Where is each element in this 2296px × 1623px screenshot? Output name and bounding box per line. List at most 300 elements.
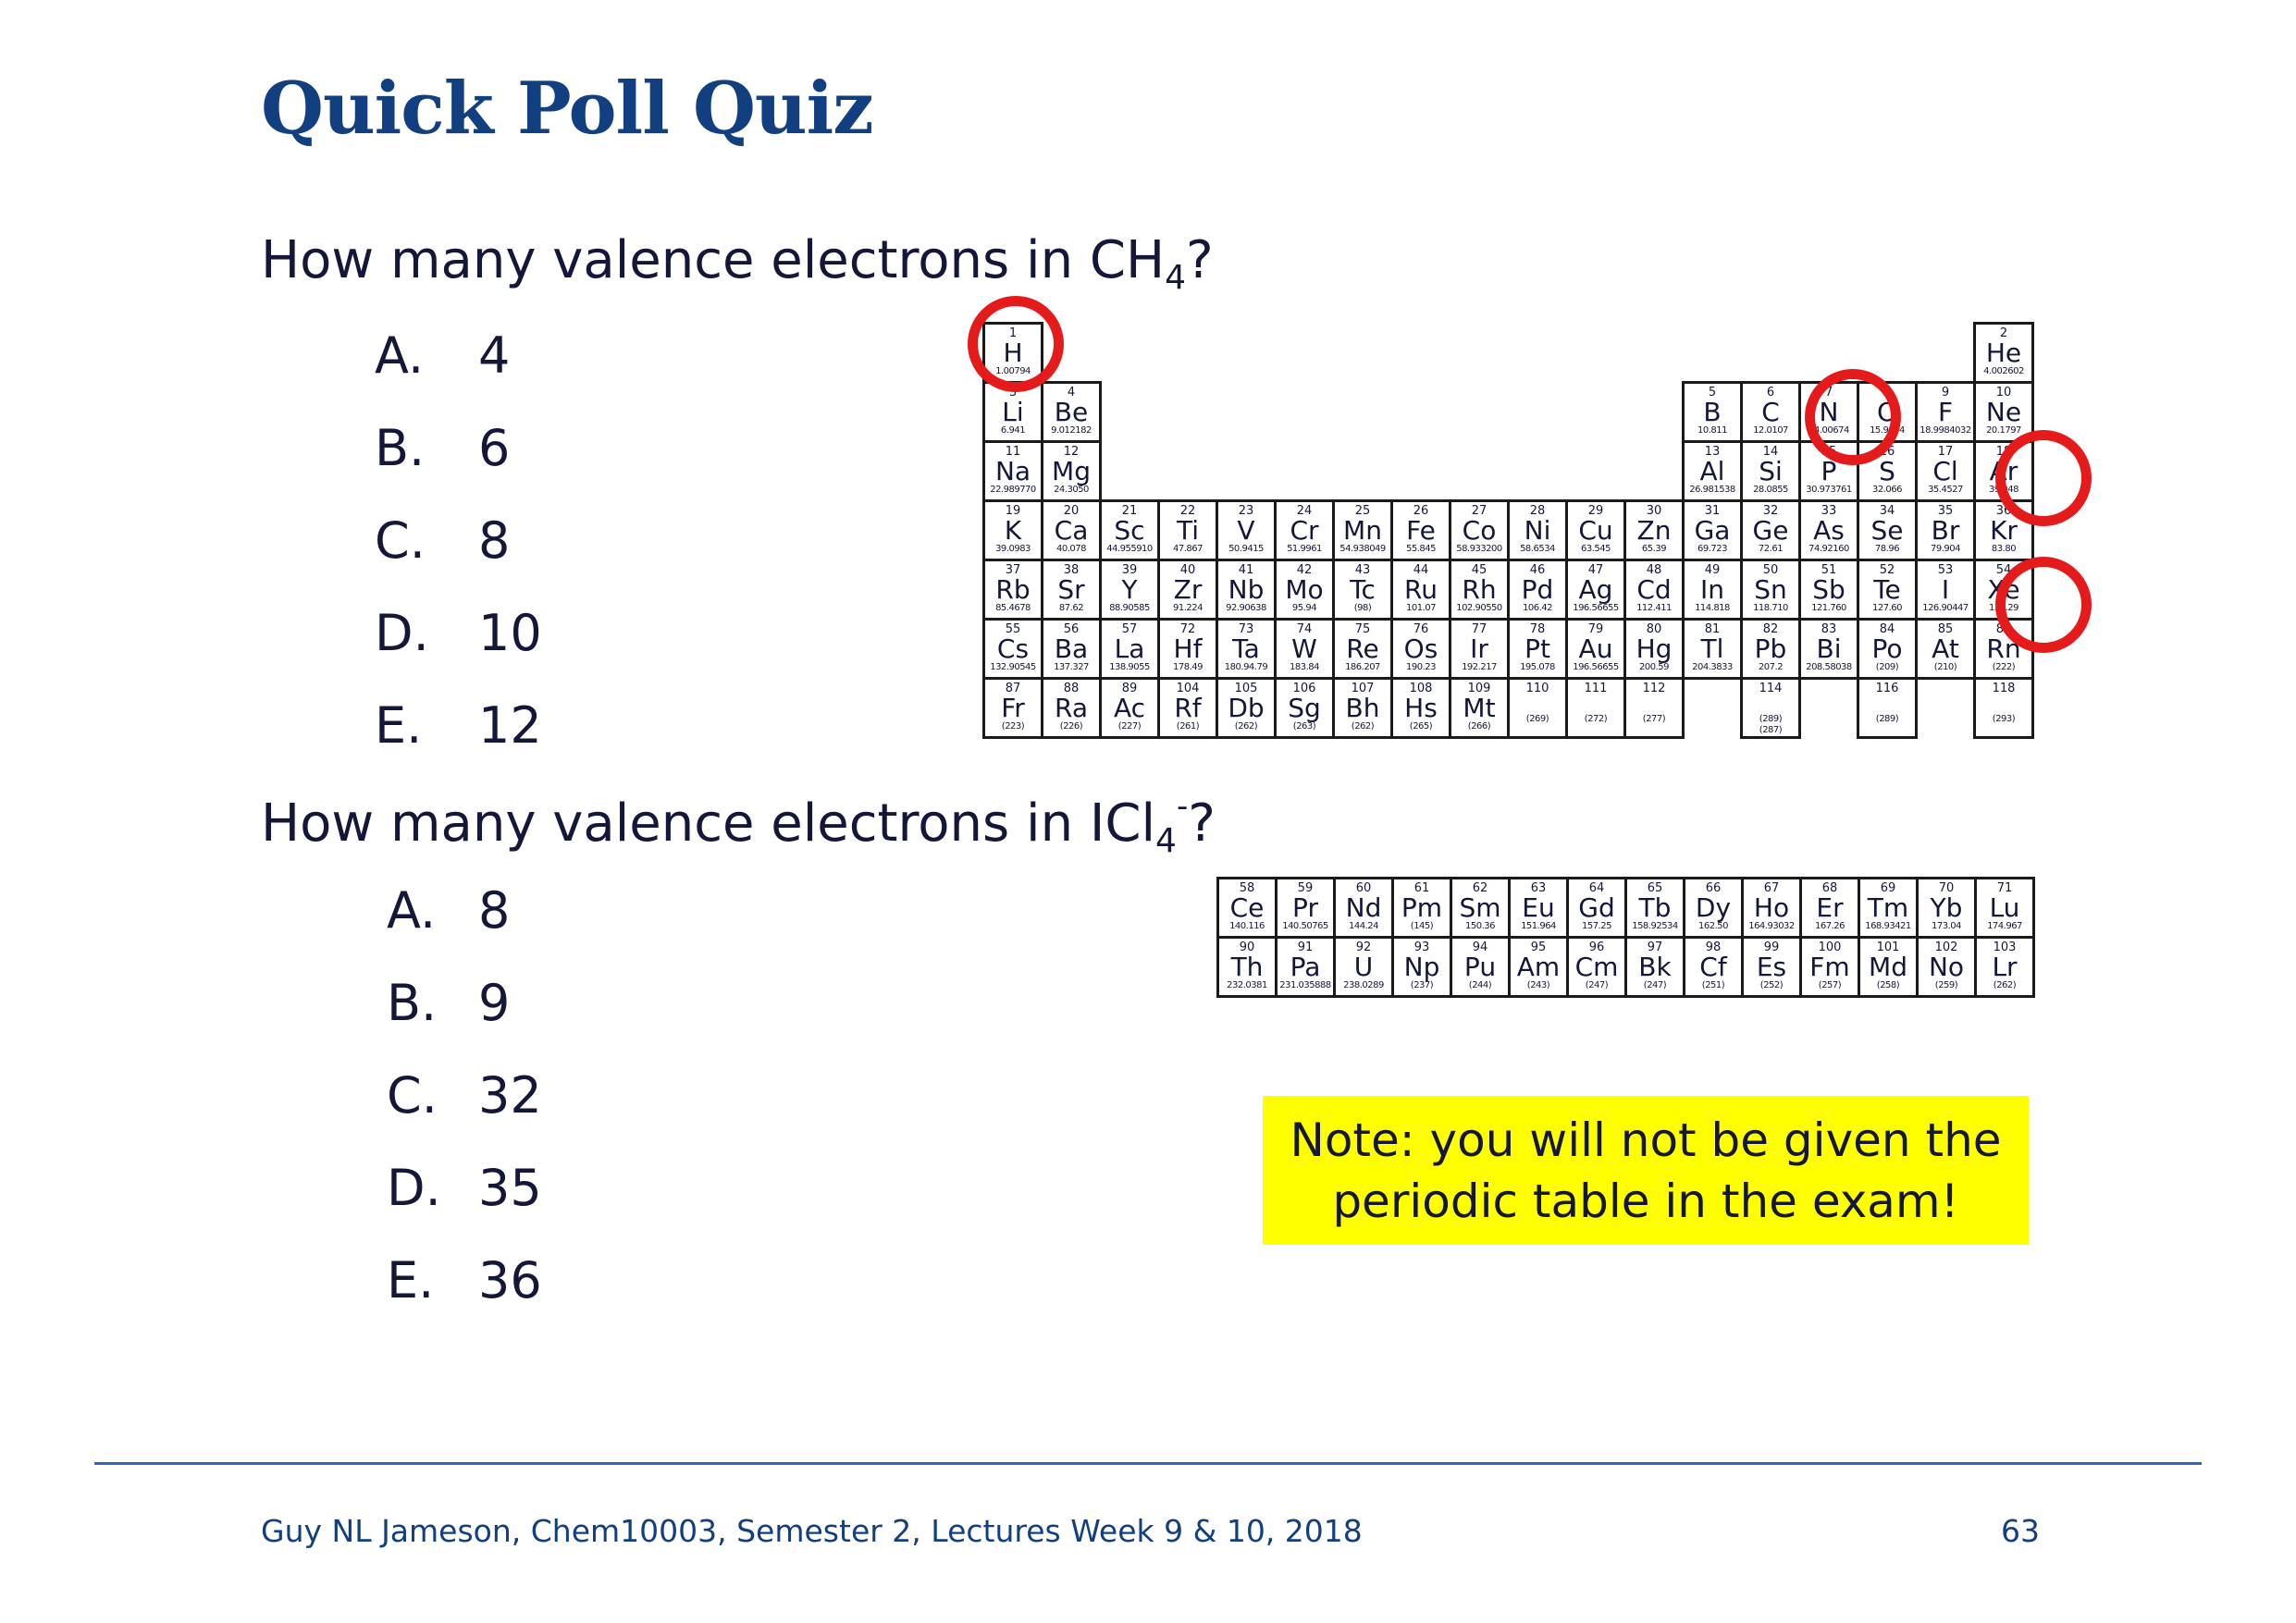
element-symbol: F <box>1937 397 1954 427</box>
empty-cell <box>1217 324 1276 383</box>
atomic-number: 68 <box>1821 881 1838 895</box>
element-cell <box>1217 679 1276 738</box>
atomic-number: 67 <box>1763 881 1780 895</box>
atomic-number: 79 <box>1587 622 1604 636</box>
question-1-end: ? <box>1185 230 1214 290</box>
element-symbol: Sg <box>1288 693 1321 723</box>
question-1-subscript: 4 <box>1165 259 1186 297</box>
option-value: 4 <box>478 326 511 385</box>
empty-cell <box>1742 324 1800 383</box>
atomic-mass: (227) <box>1117 721 1142 732</box>
atomic-mass: 65.39 <box>1641 544 1667 554</box>
element-symbol: Cs <box>996 633 1030 664</box>
element-symbol: Ac <box>1113 693 1146 723</box>
empty-cell <box>1917 679 1975 738</box>
highlight-circle-c <box>1805 369 1901 465</box>
element-symbol: La <box>1114 633 1145 664</box>
atomic-mass: 138.9055 <box>1109 662 1150 672</box>
element-symbol: Na <box>994 456 1031 486</box>
atomic-number: 106 <box>1292 682 1316 695</box>
element-symbol: Lr <box>1992 952 2018 982</box>
atomic-number: 90 <box>1239 941 1255 954</box>
empty-cell <box>1567 383 1625 442</box>
atomic-mass: (266) <box>1467 721 1491 732</box>
question-2-text: How many valence electrons in ICl <box>261 793 1156 854</box>
element-symbol: Ru <box>1404 574 1438 605</box>
atomic-mass: (226) <box>1059 721 1083 732</box>
atomic-number: 11 <box>1005 445 1021 459</box>
element-cell <box>1684 383 1742 442</box>
atomic-mass: 162.50 <box>1698 921 1728 931</box>
atomic-number: 15 <box>1821 445 1837 459</box>
element-cell <box>1218 938 1277 997</box>
element-cell <box>1509 560 1567 620</box>
element-symbol: Tc <box>1350 574 1376 605</box>
option-value: 35 <box>478 1159 542 1217</box>
atomic-mass: (259) <box>1934 980 1958 990</box>
element-symbol: Cd <box>1636 574 1672 605</box>
empty-cell <box>1567 324 1625 383</box>
atomic-number: 3 <box>1008 386 1018 400</box>
empty-cell <box>1101 442 1159 501</box>
atomic-number: 118 <box>1992 682 2016 695</box>
element-cell <box>1159 560 1217 620</box>
atomic-mass: (265) <box>1409 721 1433 732</box>
exam-note: Note: you will not be given the periodic table in the exam! <box>1263 1096 2029 1245</box>
element-symbol: Xe <box>1987 574 2020 605</box>
atomic-mass: 28.0855 <box>1753 485 1788 495</box>
element-cell <box>1509 679 1567 738</box>
element-cell <box>984 501 1043 560</box>
element-cell <box>1917 620 1975 679</box>
option-value: 8 <box>478 511 511 570</box>
element-cell <box>1800 501 1858 560</box>
element-cell <box>1742 383 1800 442</box>
element-cell <box>1742 560 1800 620</box>
empty-cell <box>1392 324 1450 383</box>
atomic-mass: 63.545 <box>1581 544 1611 554</box>
lanthanide-actinide-table <box>1216 877 2035 998</box>
atomic-number: 43 <box>1354 563 1371 577</box>
footer-text: Guy NL Jameson, Chem10003, Semester 2, Lectures Week 9 & 10, 2018 <box>261 1513 1363 1549</box>
atomic-number: 74 <box>1296 622 1313 636</box>
element-symbol: Fm <box>1809 952 1850 982</box>
element-cell <box>984 560 1043 620</box>
element-symbol: In <box>1699 574 1724 605</box>
atomic-number: 1 <box>1008 326 1018 340</box>
atomic-number: 7 <box>1824 386 1833 400</box>
element-symbol: Al <box>1699 456 1725 486</box>
empty-cell <box>1625 383 1684 442</box>
empty-cell <box>1800 679 1858 738</box>
atomic-mass: 207.2 <box>1758 662 1784 672</box>
element-symbol: Pb <box>1754 633 1787 664</box>
atomic-number: 103 <box>1993 941 2017 954</box>
atomic-mass: (262) <box>1234 721 1258 732</box>
element-cell <box>1626 879 1685 938</box>
element-cell <box>984 679 1043 738</box>
atomic-number: 41 <box>1238 563 1254 577</box>
element-symbol: Ho <box>1753 892 1790 923</box>
atomic-number: 45 <box>1471 563 1487 577</box>
atomic-mass: 200.59 <box>1639 662 1669 672</box>
element-cell <box>1685 879 1743 938</box>
element-cell <box>1277 938 1335 997</box>
empty-cell <box>1625 442 1684 501</box>
element-cell <box>1743 879 1801 938</box>
element-symbol: Po <box>1871 633 1903 664</box>
atomic-mass: (222) <box>1992 662 2016 672</box>
option-letter: B. <box>387 974 438 1032</box>
atomic-number: 88 <box>1063 682 1080 695</box>
atomic-number: 44 <box>1413 563 1429 577</box>
atomic-number: 5 <box>1708 386 1717 400</box>
element-cell <box>1684 560 1742 620</box>
atomic-number: 30 <box>1646 504 1662 518</box>
atomic-number: 36 <box>1995 504 2012 518</box>
element-symbol: Bk <box>1638 952 1672 982</box>
element-cell <box>1976 938 2034 997</box>
atomic-number: 9 <box>1941 386 1950 400</box>
element-cell <box>1742 679 1800 738</box>
element-symbol: Rn <box>1986 633 2021 664</box>
atomic-number: 107 <box>1351 682 1375 695</box>
atomic-number: 73 <box>1238 622 1254 636</box>
atomic-number: 54 <box>1995 563 2012 577</box>
atomic-number: 32 <box>1762 504 1779 518</box>
element-cell <box>1510 938 1568 997</box>
empty-cell <box>1334 324 1392 383</box>
empty-cell <box>1509 383 1567 442</box>
element-cell <box>1626 938 1685 997</box>
atomic-number: 94 <box>1472 941 1488 954</box>
element-cell <box>1334 620 1392 679</box>
atomic-mass: 44.955910 <box>1106 544 1153 554</box>
element-cell <box>1567 501 1625 560</box>
element-symbol <box>1859 695 1915 714</box>
atomic-number: 51 <box>1821 563 1837 577</box>
element-cell <box>1858 620 1917 679</box>
atomic-mass: (262) <box>1993 980 2017 990</box>
element-symbol: K <box>1004 515 1022 546</box>
atomic-number: 104 <box>1176 682 1200 695</box>
atomic-mass: (262) <box>1351 721 1375 732</box>
atomic-number: 17 <box>1937 445 1954 459</box>
element-symbol: Gd <box>1578 892 1615 923</box>
element-cell <box>1858 679 1917 738</box>
element-symbol: Mo <box>1285 574 1324 605</box>
element-symbol: Se <box>1870 515 1904 546</box>
element-symbol: P <box>1821 456 1837 486</box>
element-symbol: Ti <box>1176 515 1200 546</box>
element-cell <box>1918 879 1976 938</box>
atomic-number: 69 <box>1880 881 1896 895</box>
element-symbol: Y <box>1121 574 1138 605</box>
element-symbol: Cm <box>1574 952 1619 982</box>
element-cell <box>1742 442 1800 501</box>
element-symbol: V <box>1237 515 1255 546</box>
element-symbol: Np <box>1403 952 1440 982</box>
atomic-mass: 1.00794 <box>995 366 1031 376</box>
empty-cell <box>1450 324 1509 383</box>
atomic-mass: 190.23 <box>1406 662 1436 672</box>
atomic-mass: 180.94.79 <box>1224 662 1268 672</box>
element-symbol: H <box>1003 338 1023 368</box>
atomic-number: 55 <box>1005 622 1021 636</box>
atomic-mass: (252) <box>1759 980 1784 990</box>
highlight-circle-cl <box>1995 430 2092 526</box>
atomic-mass: (209) <box>1875 662 1899 672</box>
atomic-mass: (272) <box>1584 714 1608 724</box>
element-cell <box>1335 938 1393 997</box>
element-cell <box>1684 501 1742 560</box>
atomic-mass: 196.56655 <box>1573 662 1619 672</box>
atomic-number: 91 <box>1297 941 1314 954</box>
element-cell <box>1918 938 1976 997</box>
atomic-mass: 195.078 <box>1520 662 1555 672</box>
atomic-mass: 106.42 <box>1523 603 1552 613</box>
empty-cell <box>1101 383 1159 442</box>
atomic-mass: (289) <box>1875 714 1899 724</box>
element-symbol <box>1743 695 1798 714</box>
atomic-mass: 79.904 <box>1931 544 1960 554</box>
atomic-mass: 114.818 <box>1695 603 1730 613</box>
empty-cell <box>1509 324 1567 383</box>
element-symbol: Lu <box>1989 892 2020 923</box>
option-value: 9 <box>478 974 511 1032</box>
element-cell <box>1858 560 1917 620</box>
atomic-mass: 40.078 <box>1056 544 1086 554</box>
option-letter: C. <box>375 511 426 570</box>
periodic-row <box>984 501 2033 560</box>
atomic-mass: 9.012182 <box>1051 425 1092 436</box>
element-cell <box>1159 620 1217 679</box>
atomic-mass: 132.90545 <box>990 662 1036 672</box>
atomic-mass: 101.07 <box>1406 603 1436 613</box>
atomic-mass: (258) <box>1876 980 1900 990</box>
question-2-charge: - <box>1176 788 1189 825</box>
atomic-number: 14 <box>1762 445 1779 459</box>
atomic-mass: 58.6534 <box>1520 544 1555 554</box>
periodic-row <box>984 679 2033 738</box>
element-cell <box>1043 442 1101 501</box>
element-symbol: Hs <box>1404 693 1438 723</box>
element-symbol: N <box>1819 397 1839 427</box>
atomic-number: 38 <box>1063 563 1080 577</box>
element-symbol: Li <box>1002 397 1024 427</box>
atomic-mass: 78.96 <box>1874 544 1900 554</box>
element-cell <box>1917 560 1975 620</box>
atomic-number: 37 <box>1005 563 1021 577</box>
element-cell <box>1567 560 1625 620</box>
empty-cell <box>1684 679 1742 738</box>
atomic-number: 34 <box>1879 504 1895 518</box>
atomic-number: 83 <box>1821 622 1837 636</box>
atomic-number: 2 <box>1999 326 2008 340</box>
element-symbol: Kr <box>1990 515 2018 546</box>
element-symbol: Pa <box>1290 952 1321 982</box>
element-cell <box>1859 879 1918 938</box>
element-cell <box>1800 560 1858 620</box>
element-cell <box>1393 879 1451 938</box>
element-cell <box>1742 501 1800 560</box>
element-symbol: No <box>1928 952 1965 982</box>
empty-cell <box>1334 442 1392 501</box>
element-symbol: Ta <box>1232 633 1260 664</box>
atomic-number: 78 <box>1529 622 1546 636</box>
element-symbol: Zr <box>1173 574 1203 605</box>
element-cell <box>1335 879 1393 938</box>
element-cell <box>1625 501 1684 560</box>
element-symbol: I <box>1941 574 1950 605</box>
atomic-mass: 192.217 <box>1462 662 1497 672</box>
atomic-number: 105 <box>1234 682 1258 695</box>
atomic-number: 39 <box>1121 563 1138 577</box>
element-symbol: Mt <box>1463 693 1496 723</box>
atomic-mass: 151.964 <box>1521 921 1556 931</box>
element-symbol <box>1510 695 1565 714</box>
element-cell <box>1450 501 1509 560</box>
element-symbol: Ag <box>1578 574 1613 605</box>
atomic-number: 6 <box>1766 386 1775 400</box>
option-letter: D. <box>387 1159 441 1217</box>
atomic-number: 20 <box>1063 504 1080 518</box>
atomic-mass: 118.710 <box>1753 603 1788 613</box>
element-cell <box>1800 620 1858 679</box>
atomic-number: 64 <box>1588 881 1605 895</box>
element-symbol: Cl <box>1932 456 1958 486</box>
element-cell <box>1625 620 1684 679</box>
atomic-mass: 91.224 <box>1173 603 1203 613</box>
element-symbol: Am <box>1516 952 1561 982</box>
atomic-mass: (247) <box>1643 980 1667 990</box>
atomic-mass: 144.24 <box>1349 921 1378 931</box>
element-cell <box>1917 501 1975 560</box>
atomic-number: 98 <box>1705 941 1722 954</box>
element-cell <box>1801 938 1859 997</box>
element-symbol <box>1976 695 2031 714</box>
atomic-mass: 158.92534 <box>1632 921 1678 931</box>
atomic-mass: 58.933200 <box>1456 544 1502 554</box>
atomic-mass: 69.723 <box>1697 544 1727 554</box>
atomic-mass: 208.58038 <box>1806 662 1852 672</box>
element-symbol: Fr <box>1001 693 1025 723</box>
atomic-number: 24 <box>1296 504 1313 518</box>
periodic-row <box>984 560 2033 620</box>
element-cell <box>1334 501 1392 560</box>
element-symbol: Ni <box>1524 515 1551 546</box>
atomic-number: 87 <box>1005 682 1021 695</box>
element-cell <box>1625 560 1684 620</box>
atomic-number: 84 <box>1879 622 1895 636</box>
atomic-mass: 150.36 <box>1465 921 1495 931</box>
atomic-mass: 24.3050 <box>1054 485 1089 495</box>
atomic-number: 75 <box>1354 622 1371 636</box>
atomic-mass: 4.002602 <box>1983 366 2024 376</box>
empty-cell <box>1567 442 1625 501</box>
option-value: 8 <box>478 881 511 940</box>
empty-cell <box>1276 324 1334 383</box>
footer-divider <box>94 1462 2202 1465</box>
element-cell <box>1684 620 1742 679</box>
empty-cell <box>1276 383 1334 442</box>
atomic-number: 108 <box>1409 682 1433 695</box>
atomic-number: 57 <box>1121 622 1138 636</box>
empty-cell <box>1450 442 1509 501</box>
atomic-number: 60 <box>1355 881 1372 895</box>
element-cell <box>1392 679 1450 738</box>
atomic-number: 4 <box>1067 386 1076 400</box>
atomic-number: 12 <box>1063 445 1080 459</box>
element-symbol: Md <box>1869 952 1907 982</box>
option-value: 32 <box>478 1066 542 1125</box>
element-symbol: Pt <box>1524 633 1550 664</box>
element-symbol: Tl <box>1700 633 1724 664</box>
element-symbol: Si <box>1759 456 1783 486</box>
atomic-mass: 238.0289 <box>1343 980 1384 990</box>
element-cell <box>1684 442 1742 501</box>
element-symbol: Tb <box>1638 892 1672 923</box>
atomic-number: 63 <box>1530 881 1547 895</box>
element-symbol: Ra <box>1055 693 1088 723</box>
empty-cell <box>1159 383 1217 442</box>
element-symbol: C <box>1761 397 1780 427</box>
atomic-mass: (277) <box>1642 714 1666 724</box>
element-symbol: Sr <box>1057 574 1085 605</box>
element-cell <box>1043 560 1101 620</box>
element-symbol: Cu <box>1578 515 1613 546</box>
element-symbol: Br <box>1931 515 1960 546</box>
element-cell <box>984 442 1043 501</box>
atomic-mass: (251) <box>1701 980 1725 990</box>
element-cell <box>1217 620 1276 679</box>
element-symbol: Pu <box>1463 952 1497 982</box>
atomic-mass: 196.56655 <box>1573 603 1619 613</box>
atomic-number: 71 <box>1996 881 2013 895</box>
element-cell <box>1276 620 1334 679</box>
atomic-mass: 232.0381 <box>1227 980 1267 990</box>
atomic-mass: 85.4678 <box>995 603 1031 613</box>
atomic-number: 114 <box>1759 682 1783 695</box>
element-symbol: Mn <box>1343 515 1382 546</box>
element-symbol <box>1568 695 1623 714</box>
atomic-number: 48 <box>1646 563 1662 577</box>
atomic-number: 58 <box>1239 881 1255 895</box>
element-cell <box>1742 620 1800 679</box>
empty-cell <box>1159 442 1217 501</box>
atomic-number: 16 <box>1879 445 1895 459</box>
atomic-mass: 20.1797 <box>1986 425 2021 436</box>
empty-cell <box>1101 324 1159 383</box>
atomic-number: 23 <box>1238 504 1254 518</box>
atomic-number: 93 <box>1413 941 1430 954</box>
element-cell <box>1568 879 1626 938</box>
element-cell <box>1976 879 2034 938</box>
atomic-number: 27 <box>1471 504 1487 518</box>
element-symbol: At <box>1932 633 1959 664</box>
atomic-mass: 35.4527 <box>1928 485 1963 495</box>
atomic-mass: (243) <box>1526 980 1550 990</box>
atomic-mass: 131.29 <box>1989 603 2018 613</box>
element-cell <box>1567 620 1625 679</box>
atomic-mass: (237) <box>1410 980 1434 990</box>
element-cell <box>1451 879 1510 938</box>
element-cell <box>1101 501 1159 560</box>
atomic-mass: 183.84 <box>1290 662 1319 672</box>
element-cell <box>1509 501 1567 560</box>
atomic-number: 59 <box>1297 881 1314 895</box>
atomic-number: 72 <box>1179 622 1196 636</box>
